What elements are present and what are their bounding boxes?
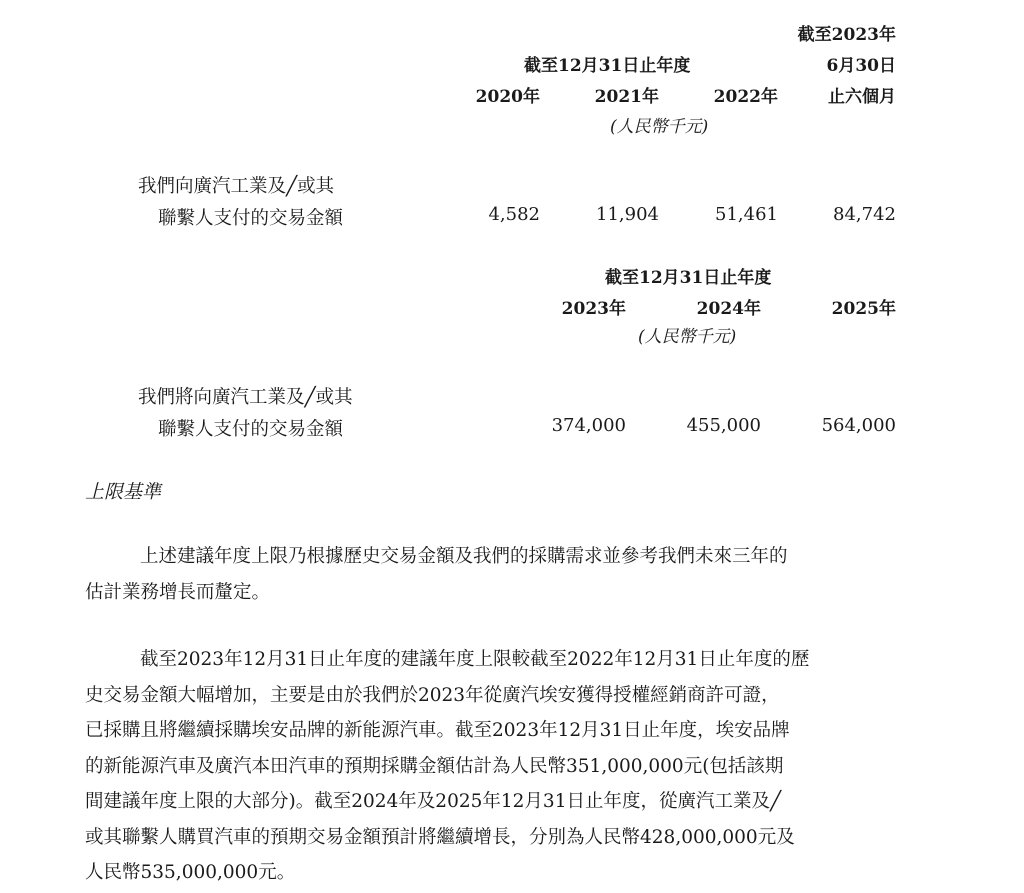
year-2021: 2021年 <box>594 87 659 107</box>
value-2021: 11,904 <box>596 204 659 225</box>
section-heading: 上限基準 <box>85 481 162 503</box>
cap-2024: 455,000 <box>686 415 761 436</box>
paragraph-line: 截至2023年12月31日止年度的建議年度上限較截至2022年12月31日止年度的歷 <box>140 649 810 670</box>
row-label-line2: 聯繫人支付的交易金額 <box>158 208 344 229</box>
paragraph-line: 史交易金額大幅增加，主要是由於我們於2023年從廣汽埃安獲得授權經銷商許可證， <box>85 684 780 706</box>
paragraph-line: 上述建議年度上限乃根據歷史交易金額及我們的採購需求並參考我們未來三年的 <box>140 546 788 567</box>
row-label-line1: 我們將向廣汽工業及╱或其 <box>138 387 353 408</box>
group-header-proposed: 截至12月31日止年度 <box>605 268 772 288</box>
row-label-line2: 聯繫人支付的交易金額 <box>158 419 344 440</box>
paragraph-explanation <box>85 642 897 891</box>
year-2020: 2020年 <box>475 87 540 107</box>
paragraph-basis <box>85 539 897 610</box>
group-header-historical: 截至12月31日止年度 <box>524 56 691 76</box>
value-2023h1: 84,742 <box>833 204 896 225</box>
cap-2025: 564,000 <box>821 415 896 436</box>
year-2022: 2022年 <box>713 87 778 107</box>
paragraph-line: 人民幣535,000,000元。 <box>85 862 296 883</box>
cap-2023: 374,000 <box>551 415 626 436</box>
year-2024: 2024年 <box>696 299 761 319</box>
paragraph-line: 或其聯繫人購買汽車的預期交易金額預計將繼續增長，分別為人民幣428,000,000元及 <box>85 826 795 848</box>
paragraph-line: 估計業務增長而釐定。 <box>85 581 271 603</box>
year-2025: 2025年 <box>831 299 896 319</box>
paragraph-line: 已採購且將繼續採購埃安品牌的新能源汽車。截至2023年12月31日止年度，埃安品牌 <box>85 720 790 741</box>
year-2023: 2023年 <box>561 299 626 319</box>
value-2022: 51,461 <box>715 204 778 225</box>
unit-label-historical: (人民幣千元) <box>610 117 709 137</box>
value-2020: 4,582 <box>488 204 540 225</box>
paragraph-line: 間建議年度上限的大部分)。截至2024年及2025年12月31日止年度，從廣汽工業及╱ <box>85 791 782 812</box>
col4-header-line3: 止六個月 <box>828 87 896 107</box>
paragraph-line: 的新能源汽車及廣汽本田汽車的預期採購金額估計為人民幣351,000,000元(包括該期 <box>85 755 784 777</box>
row-label-line1: 我們向廣汽工業及╱或其 <box>138 176 335 197</box>
col4-header-line2: 6月30日 <box>826 56 896 76</box>
unit-label-proposed: (人民幣千元) <box>638 327 737 347</box>
col4-header-line1: 截至2023年 <box>797 25 896 45</box>
